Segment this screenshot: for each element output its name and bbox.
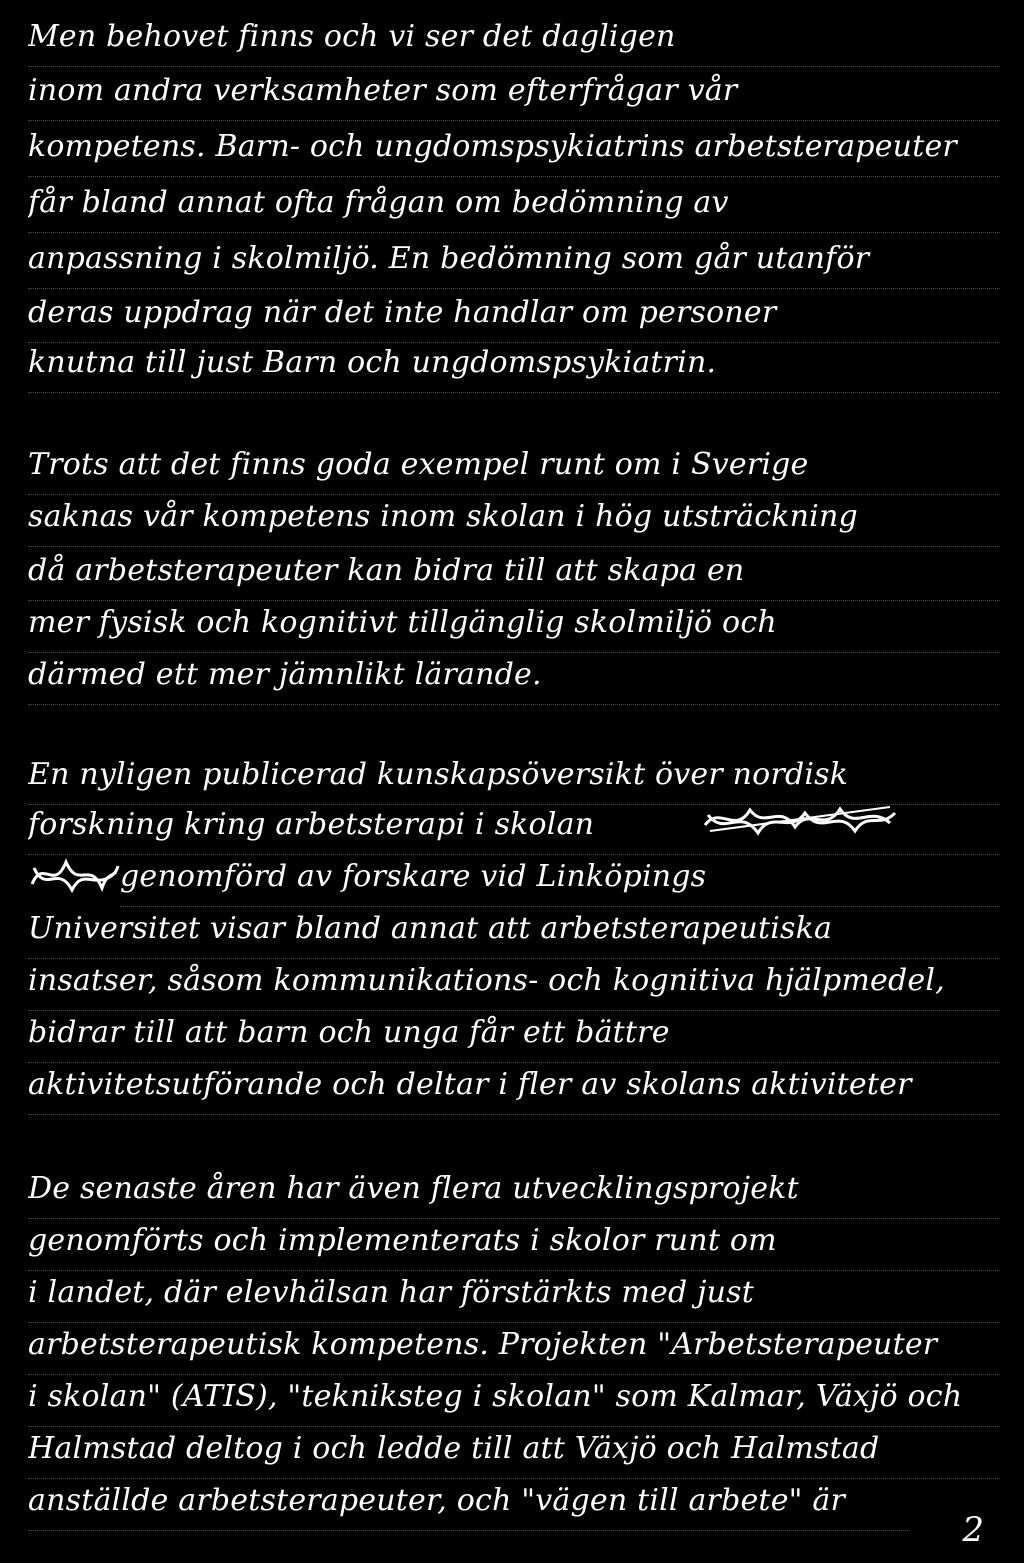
text-line-12: därmed ett mer jämnlikt lärande.	[28, 650, 1000, 708]
text-line-14: forskning kring arbetsterapi i skolan	[28, 800, 1000, 858]
page-number: 2	[962, 1510, 984, 1550]
text-line-21: genomförts och implementerats i skolor runt om	[28, 1216, 1000, 1274]
text-line-16: Universitet visar bland annat att arbetsterapeutiska	[28, 904, 1000, 962]
text-line-7: knutna till just Barn och ungdomspsykiatrin.	[28, 338, 1000, 396]
text-line-9: saknas vår kompetens inom skolan i hög utsträckning	[28, 492, 1000, 550]
text-line-11: mer fysisk och kognitivt tillgänglig skolmiljö och	[28, 598, 1000, 656]
text-line-2: inom andra verksamheter som efterfrågar vår	[28, 66, 1000, 124]
text-line-10: då arbetsterapeuter kan bidra till att skapa en	[28, 546, 1000, 604]
text-line-17: insatser, såsom kommunikations- och kognitiva hjälpmedel,	[28, 956, 1000, 1014]
text-line-19: aktivitetsutförande och deltar i fler av skolans aktiviteter	[28, 1060, 1000, 1118]
text-line-1: Men behovet finns och vi ser det dagligen	[28, 12, 1000, 70]
text-line-26: anställde arbetsterapeuter, och "vägen till arbete" är	[28, 1476, 908, 1534]
text-line-6: deras uppdrag när det inte handlar om personer	[28, 288, 1000, 346]
text-line-20: De senaste åren har även flera utvecklingsprojekt	[28, 1164, 1000, 1222]
text-line-23: arbetsterapeutisk kompetens. Projekten "Arbetsterapeuter	[28, 1320, 1000, 1378]
text-line-25: Halmstad deltog i och ledde till att Växjö och Halmstad	[28, 1424, 1000, 1482]
text-line-3: kompetens. Barn- och ungdomspsykiatrins arbetsterapeuter	[28, 122, 1000, 180]
text-line-13: En nyligen publicerad kunskapsöversikt över nordisk	[28, 750, 1000, 808]
text-line-5: anpassning i skolmiljö. En bedömning som går utanför	[28, 234, 1000, 292]
text-line-22: i landet, där elevhälsan har förstärkts med just	[28, 1268, 1000, 1326]
text-line-8: Trots att det finns goda exempel runt om i Sverige	[28, 440, 1000, 498]
text-line-4: får bland annat ofta frågan om bedömning av	[28, 178, 1000, 236]
text-line-24: i skolan" (ATIS), "tekniksteg i skolan" som Kalmar, Växjö och	[28, 1372, 1000, 1430]
text-line-15: genomförd av forskare vid Linköpings	[120, 852, 1000, 910]
text-line-18: bidrar till att barn och unga får ett bättre	[28, 1008, 1000, 1066]
